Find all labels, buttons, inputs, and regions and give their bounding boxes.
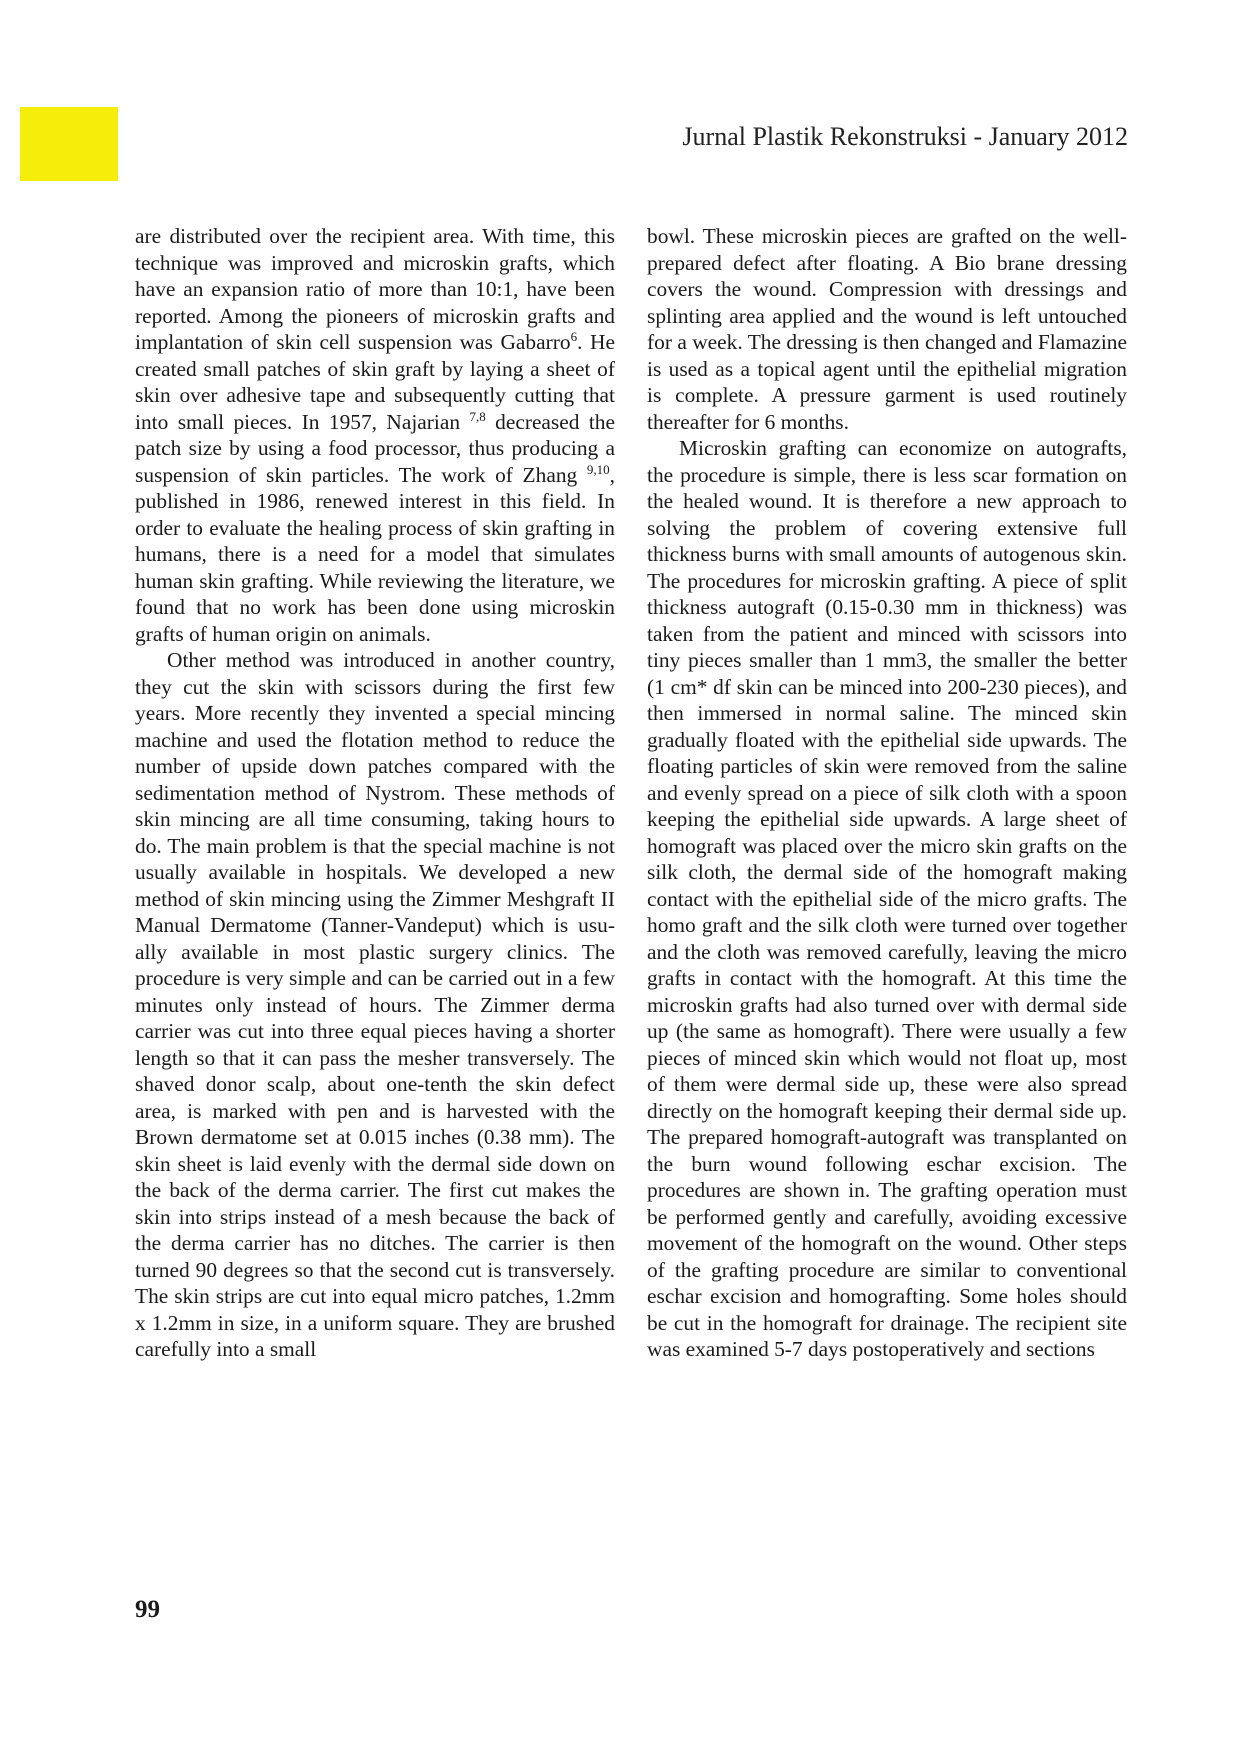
right-column <box>647 223 1127 1363</box>
section-color-tab <box>20 107 118 181</box>
page-number: 99 <box>135 1596 160 1623</box>
paragraph: Other method was introduced in another country, they cut the skin with scissors during the first few years. More recently they invented a special mincing machine and used the flotation method to reduce the number of upside down patches compared with the sedimentation method of Nystrom. These methods of skin mincing are all time consuming, taking hours to do. The main problem is that the special machine is not usually available in hospitals. We developed a new method of skin mincing using the Zimmer Meshgraft II Manual Dermatome (Tanner-Vandeput) which is usually available in most plastic surgery clinics. The procedure is very simple and can be carried out in a few minutes only instead of hours. The Zimmer derma carrier was cut into three equal pieces having a shorter length so that it can pass the mesher transversely. The shaved donor scalp, about one-tenth the skin defect area, is marked with pen and is harvested with the Brown dermatome set at 0.015 inches (0.38 mm). The skin sheet is laid evenly with the dermal side down on the back of the derma carrier. The first cut makes the skin into strips instead of a mesh because the back of the derma carrier has no ditches. The carrier is then turned 90 degrees so that the second cut is transversely. The skin strips are cut into equal micro patches, 1.2mm x 1.2mm in size, in a uniform square. They are brushed carefully into a small <box>135 648 615 1361</box>
paragraph: are distributed over the recipient area. With time, this technique was improved and microskin grafts, which have an expansion ratio of more than 10:1, have been reported. Among the pioneers of microskin grafts and implantation of skin cell suspension was Gabarro$^6$. He created small patches of skin graft by laying a sheet of skin over adhesive tape and subsequently cutting that into small pieces. In 1957, Najarian $^{7,8}$ decreased the patch size by using a food processor, thus producing a suspension of skin particles. The work of Zhang $^{9,10}$, published in 1986, renewed interest in this field. In order to evaluate the healing process of skin grafting in humans, there is a need for a model that simulates human skin grafting. While reviewing the literature, we found that no work has been done using microskin grafts of human origin on animals. <box>135 224 615 646</box>
paragraph: Microskin grafting can economize on autografts, the procedure is simple, there is less scar formation on the healed wound. It is therefore a new approach to solving the problem of covering extensive full thickness burns with small amounts of autogenous skin. The procedures for microskin grafting. A piece of split thickness autograft (0.15-0.30 mm in thickness) was taken from the patient and minced with scissors into tiny pieces smaller than 1 mm3, the smaller the better (1 cm* df skin can be minced into 200-230 pieces), and then immersed in normal saline. The minced skin gradually floated with the epithelial side upwards. The floating particles of skin were removed from the saline and evenly spread on a piece of silk cloth with a spoon keeping the epithelial side upwards. A large sheet of homograft was placed over the micro skin grafts on the silk cloth, the dermal side of the homograft making contact with the epithelial side of the micro grafts. The homo graft and the silk cloth were turned over together and the cloth was removed carefully, leaving the micro grafts in contact with the homograft. At this time the microskin grafts had also turned over with dermal side up (the same as homograft). There were usually a few pieces of minced skin which would not float up, most of them were dermal side up, these were also spread directly on the homograft keeping their dermal side up. The prepared homograft-autograft was transplanted on the burn wound following eschar excision. The procedures are shown in. The grafting operation must be performed gently and carefully, avoiding excessive movement of the homograft on the wound. Other steps of the grafting procedure are similar to conventional eschar excision and homografting. Some holes should be cut in the homograft for drainage. The recipient site was examined 5-7 days postoperatively and sections <box>647 436 1127 1361</box>
citation-superscript: 7,8 <box>469 408 486 424</box>
running-header: Jurnal Plastik Rekonstruksi - January 2012 <box>682 122 1128 151</box>
paragraph: bowl. These microskin pieces are grafted on the well-prepared defect after floating. A Bio brane dressing covers the wound. Compression with dressings and splinting area applied and the wound is left untouched for a week. The dressing is then changed and Flamazine is used as a topical agent until the epithelial migration is complete. A pressure garment is used routinely thereafter for 6 months. <box>647 224 1127 434</box>
citation-superscript: 9,10 <box>586 461 610 477</box>
citation-superscript: 6 <box>570 328 578 344</box>
left-column <box>135 223 615 1363</box>
